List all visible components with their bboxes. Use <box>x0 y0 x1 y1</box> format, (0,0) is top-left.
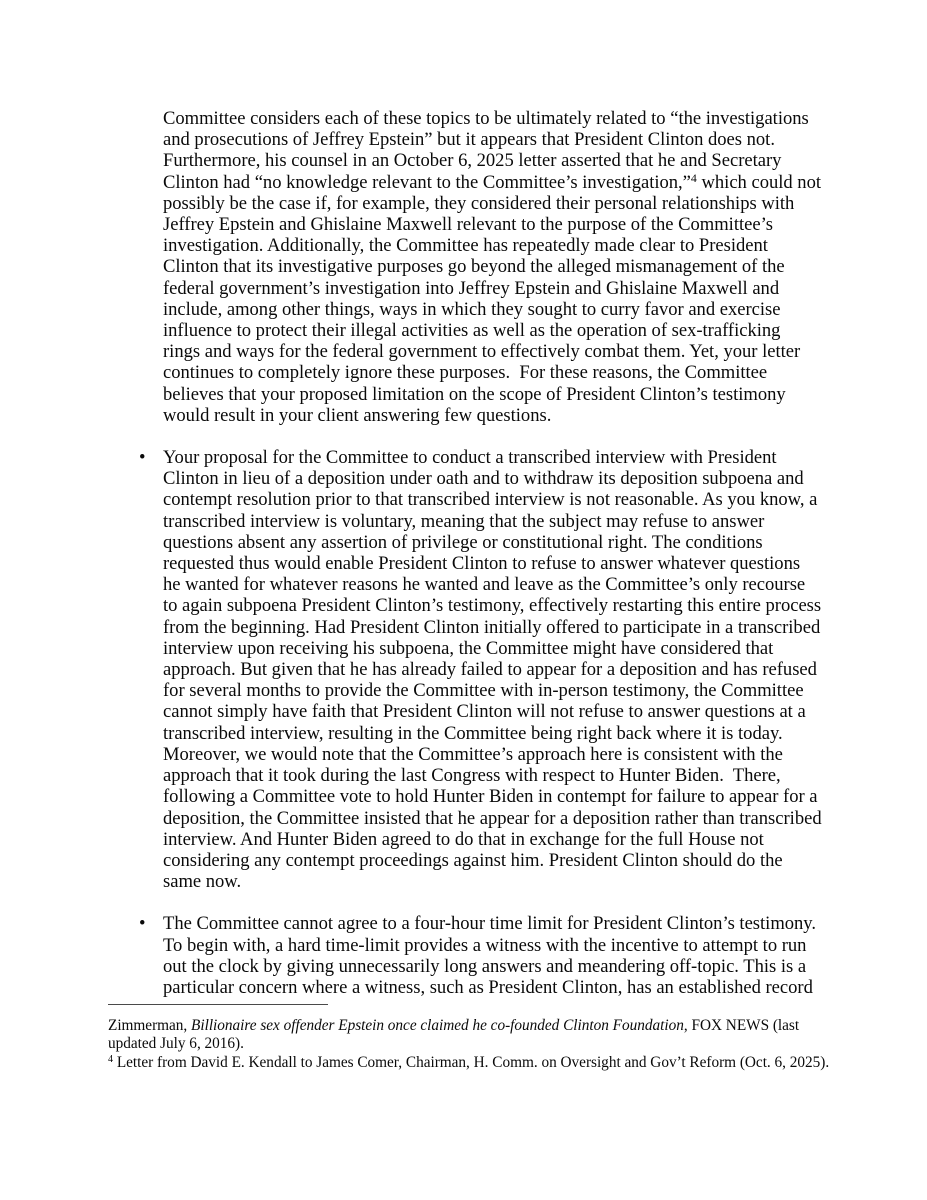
list-item-text: Your proposal for the Committee to conduct a transcribed interview with President Clinton in lieu of a deposition under oath and to withdraw its deposition subpoena and contempt resolution prior to that transcribed interview is not reasonable. As you know, a transcribed interview is voluntary, meaning that the subject may refuse to answer questions absent any assertion of privilege or constitutional right. The conditions requested thus would enable President Clinton to refuse to answer whatever questions he wanted for whatever reasons he wanted and leave as the Committee’s only recourse to again subpoena President Clinton’s testimony, effectively restarting this entire process from the beginning. Had President Clinton initially offered to participate in a transcribed interview upon receiving his subpoena, the Committee might have considered that approach. But given that he has already failed to appear for a deposition and has refused for several months to provide the Committee with in-person testimony, the Committee cannot simply have faith that President Clinton will not refuse to answer questions at a transcribed interview, resulting in the Committee being right back where it is today. Moreover, we would note that the Committee’s approach here is consistent with the approach that it took during the last Congress with respect to Hunter Biden. There, following a Committee vote to hold Hunter Biden in contempt for failure to appear for a deposition, the Committee insisted that he appear for a deposition rather than transcribed interview. And Hunter Biden agreed to do that in exchange for the full House not considering any contempt proceedings against him. President Clinton should do the same now. <box>163 447 827 893</box>
footnote-continued-author: Zimmerman, <box>108 1017 192 1034</box>
footnote-reference-4[interactable]: 4 <box>690 170 697 185</box>
body-text-column <box>139 108 827 998</box>
footnote-4-text: Letter from David E. Kendall to James Comer, Chairman, H. Comm. on Oversight and Gov’t Reform (Oct. 6, 2025). <box>113 1053 830 1071</box>
footnote-separator-rule <box>108 1004 328 1005</box>
footnote-number-4: 4 <box>108 1053 114 1065</box>
list-item <box>139 913 822 998</box>
paragraph-continued-part1: Committee considers each of these topics to be ultimately related to “the investigations and prosecutions of Jeffrey Epstein” but it appears that President Clinton does not. Furthermore, his counsel in an October 6, 2025 letter asserted that he and Secretary Clinton had “no knowledge relevant to the Committee’s investigation,” <box>163 108 814 193</box>
list-item-text: The Committee cannot agree to a four-hour time limit for President Clinton’s testimony. To begin with, a hard time-limit provides a witness with the incentive to attempt to run out the clock by giving unnecessarily long answers and meandering off-topic. This is a particular concern where a witness, such as President Clinton, has an established record <box>163 913 821 998</box>
bullet-marker-icon: • <box>139 913 146 935</box>
bullet-marker-icon: • <box>139 447 146 469</box>
paragraph-continued-part2: which could not possibly be the case if, for example, they considered their personal relationships with Jeffrey Epstein and Ghislaine Maxwell relevant to the purpose of the Committee’s investigation. Additionally, the Committee has repeatedly made clear to President Clinton that its investigative purposes go beyond the alleged mismanagement of the federal government’s investigation into Jeffrey Epstein and Ghislaine Maxwell and include, among other things, ways in which they sought to curry favor and exercise influence to protect their illegal activities as well as the operation of sex-trafficking rings and ways for the federal government to effectively combat them. Yet, your letter continues to completely ignore these purposes. For these reasons, the Committee believes that your proposed limitation on the scope of President Clinton’s testimony would result in your client answering few questions. <box>163 171 826 426</box>
footnote-continued <box>108 1017 833 1054</box>
footnote-continued-source: , FOX NEWS (last updated July 6, 2016). <box>108 1017 803 1053</box>
paragraph-spacer <box>163 426 822 447</box>
footnote-4 <box>108 1054 833 1072</box>
paragraph-continued <box>163 108 826 426</box>
list-item <box>139 447 827 893</box>
footnote-continued-title: Billionaire sex offender Epstein once claimed he co-founded Clinton Foundation <box>191 1017 684 1034</box>
footnote-area <box>108 1004 833 1072</box>
list-spacer <box>163 892 822 913</box>
